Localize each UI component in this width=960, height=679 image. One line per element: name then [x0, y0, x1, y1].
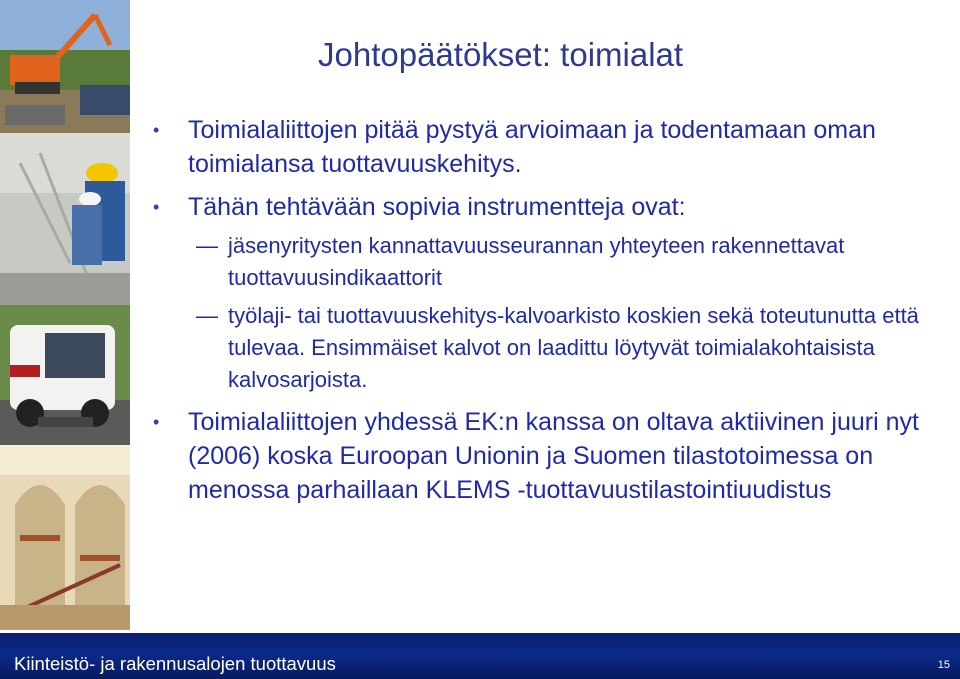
sub-bullet-text: työlaji- tai tuottavuuskehitys-kalvoarkisto koskien sekä toteutunutta että tulevaa. Ensimmäiset kalvot on laadittu löytyvät toimialakohtaisista kalvosarjoista. — [228, 303, 919, 392]
bullet-item — [150, 190, 950, 224]
bullet-mark: • — [153, 412, 160, 432]
sub-bullet-item — [150, 230, 950, 294]
page-number: 15 — [937, 659, 950, 671]
bullet-item — [150, 113, 950, 181]
bullet-text: Toimialaliittojen pitää pystyä arvioimaan ja todentamaan oman toimialansa tuottavuuskehitys. — [188, 116, 876, 178]
sub-bullet-text: jäsenyritysten kannattavuusseurannan yhteyteen rakennettavat tuottavuusindikaattorit — [228, 233, 845, 290]
sub-bullet-mark: — — [196, 303, 218, 328]
excavator-photo — [0, 0, 130, 133]
bullet-item — [150, 405, 950, 507]
slide-content — [150, 113, 950, 507]
sub-bullet-item — [150, 300, 950, 396]
photo-strip — [0, 0, 130, 630]
footer-bar — [0, 633, 960, 679]
slide-title: Johtopäätökset: toimialat — [318, 36, 684, 73]
footer-title: Kiinteistö- ja rakennusalojen tuottavuus — [14, 653, 336, 674]
bullet-mark: • — [153, 197, 160, 217]
workers-photo — [0, 133, 130, 305]
bullet-text: Toimialaliittojen yhdessä EK:n kanssa on oltava aktiivinen juuri nyt (2006) koska Euroopan Unionin ja Suomen tilastotoimessa on menossa parhaillaan KLEMS -tuottavuustilastointiuudistus — [188, 408, 919, 504]
street-sweeper-photo — [0, 305, 130, 445]
sub-bullet-mark: — — [196, 233, 218, 258]
bullet-mark: • — [153, 120, 160, 140]
interior-hall-photo — [0, 445, 130, 630]
bullet-text: Tähän tehtävään sopivia instrumentteja ovat: — [188, 193, 686, 221]
